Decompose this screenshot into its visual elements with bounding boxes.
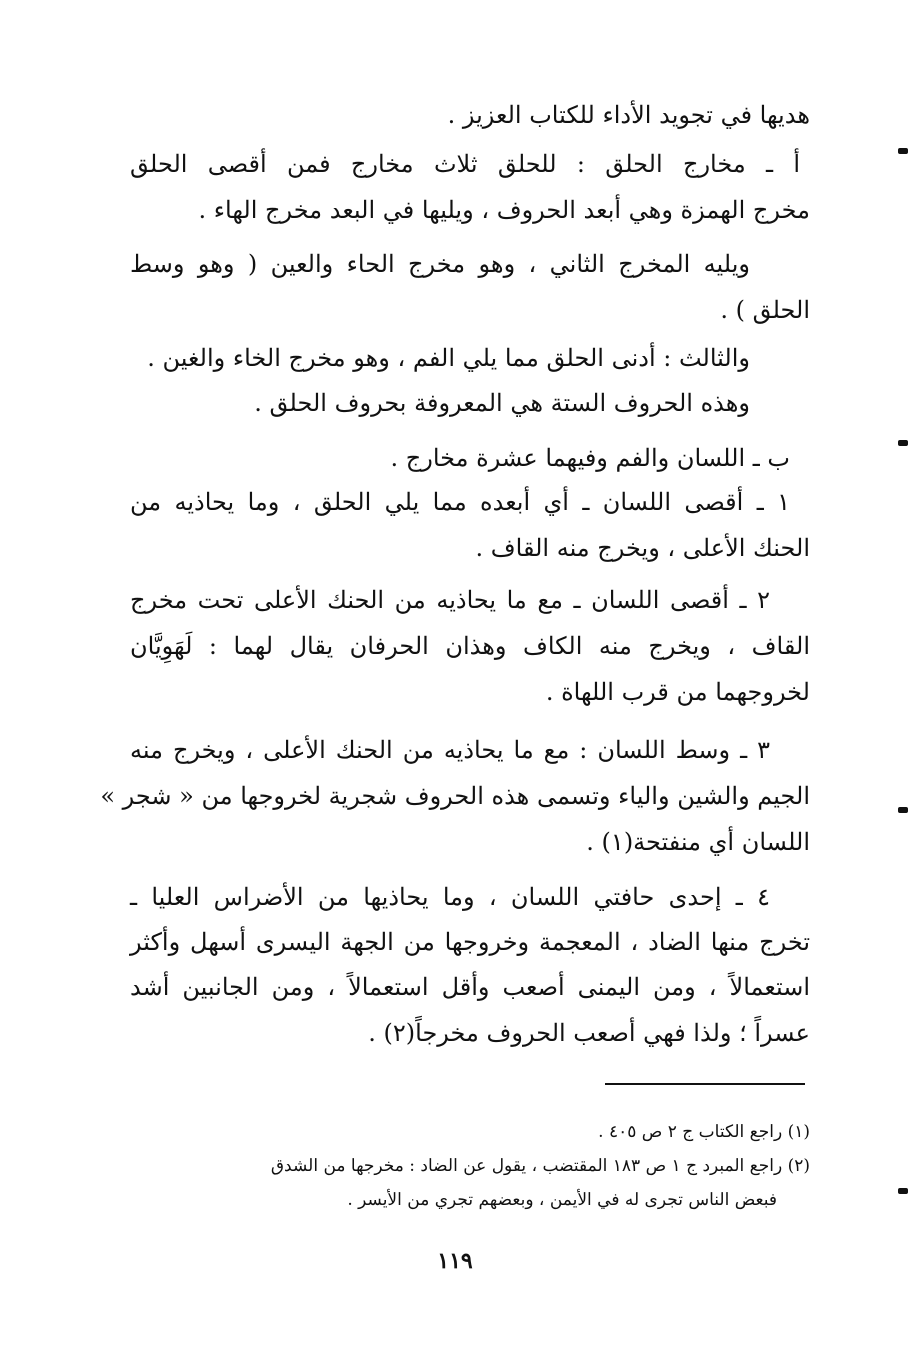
- body-line: ب ـ اللسان والفم وفيهما عشرة مخارج .: [390, 444, 790, 472]
- page-number: ١١٩: [437, 1248, 473, 1274]
- body-line: لخروجهما من قرب اللهاة .: [545, 678, 810, 706]
- body-line: عسراً ؛ ولذا فهي أصعب الحروف مخرجاً(٢) .: [368, 1019, 810, 1047]
- margin-mark: [898, 1188, 908, 1194]
- body-line: الحنك الأعلى ، ويخرج منه القاف .: [475, 534, 810, 562]
- margin-mark: [898, 148, 908, 154]
- body-line: هديها في تجويد الأداء للكتاب العزيز .: [447, 101, 810, 129]
- margin-mark: [898, 807, 908, 813]
- body-line: والثالث : أدنى الحلق مما يلي الفم ، وهو مخرج الخاء والغين .: [147, 344, 750, 372]
- footnote: (٢) راجع المبرد ج ١ ص ١٨٣ المقتضب ، يقول عن الضاد : مخرجها من الشدق: [270, 1156, 810, 1176]
- body-line: ٣ ـ وسط اللسان : مع ما يحاذيه من الحنك الأعلى ، ويخرج منه: [130, 736, 770, 764]
- footnote: (١) راجع الكتاب ج ٢ ص ٤٠٥ .: [598, 1122, 810, 1142]
- margin-mark: [898, 440, 908, 446]
- footnote-divider: [605, 1083, 805, 1085]
- body-line: ويليه المخرج الثاني ، وهو مخرج الحاء والعين ( وهو وسط: [130, 250, 750, 278]
- body-line: الحلق ) .: [720, 296, 810, 324]
- body-line: ٢ ـ أقصى اللسان ـ مع ما يحاذيه من الحنك الأعلى تحت مخرج: [130, 586, 770, 614]
- body-line: الجيم والشين والياء وتسمى هذه الحروف شجرية لخروجها من « شجر »: [100, 782, 810, 810]
- body-line: تخرج منها الضاد ، المعجمة وخروجها من الجهة اليسرى أسهل وأكثر: [130, 928, 810, 956]
- body-line: القاف ، ويخرج منه الكاف وهذان الحرفان يقال لهما : لَهَوِيَّان: [130, 632, 810, 660]
- footnote: فبعض الناس تجرى له في الأيمن ، وبعضهم تجري من الأيسر .: [347, 1190, 777, 1210]
- body-line: وهذه الحروف الستة هي المعروفة بحروف الحلق .: [254, 389, 750, 417]
- body-line: استعمالاً ، ومن اليمنى أصعب وأقل استعمالاً ، ومن الجانبين أشد: [130, 973, 810, 1001]
- body-line: ١ ـ أقصى اللسان ـ أي أبعده مما يلي الحلق ، وما يحاذيه من: [130, 488, 790, 516]
- body-line: مخرج الهمزة وهي أبعد الحروف ، ويليها في البعد مخرج الهاء .: [198, 196, 810, 224]
- body-line: ٤ ـ إحدى حافتي اللسان ، وما يحاذيها من الأضراس العليا ـ: [130, 883, 770, 911]
- body-line: اللسان أي منفتحة(١) .: [586, 828, 810, 856]
- body-line: أ ـ مخارج الحلق : للحلق ثلاث مخارج فمن أقصى الحلق: [130, 150, 800, 178]
